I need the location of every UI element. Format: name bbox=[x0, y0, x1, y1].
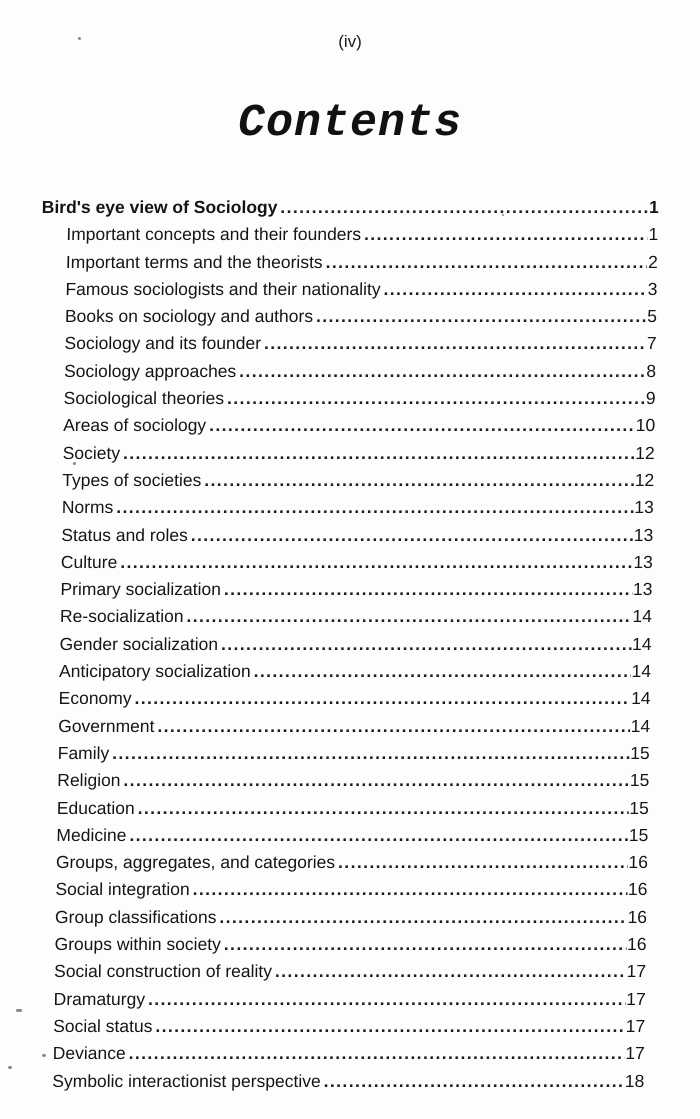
toc-entry bbox=[56, 821, 648, 848]
toc-entry bbox=[54, 931, 646, 958]
toc-leader-dots bbox=[128, 1040, 624, 1067]
toc-entry-page: 14 bbox=[631, 687, 651, 708]
toc-entry bbox=[62, 467, 654, 494]
toc-entry-page: 14 bbox=[632, 606, 653, 627]
toc-entry-page: 13 bbox=[633, 524, 654, 545]
toc-entry-page: 5 bbox=[647, 305, 658, 326]
toc-entry bbox=[66, 221, 658, 248]
toc-entry-page: 17 bbox=[626, 960, 647, 981]
toc-entry-page: 8 bbox=[646, 360, 657, 381]
toc-entry-label: Sociology and its founder bbox=[64, 333, 262, 354]
toc-entry-label: Status and roles bbox=[61, 524, 188, 545]
toc-entry-label: Sociology approaches bbox=[63, 360, 237, 381]
toc-leader-dots bbox=[224, 576, 633, 603]
toc-entry bbox=[57, 740, 649, 767]
toc-entry-label: Re-socialization bbox=[59, 606, 184, 627]
toc-entry bbox=[63, 412, 655, 439]
scan-speck bbox=[8, 1066, 12, 1069]
toc-entry bbox=[58, 712, 650, 739]
toc-entry-label: Economy bbox=[58, 687, 132, 708]
toc-leader-dots bbox=[227, 385, 645, 412]
toc-entry bbox=[55, 903, 647, 930]
toc-entry-page: 1 bbox=[648, 196, 659, 217]
toc-entry-page: 17 bbox=[626, 988, 646, 1009]
toc-entry-page: 16 bbox=[626, 933, 647, 954]
toc-entry-label: Primary socialization bbox=[60, 578, 222, 599]
toc-leader-dots bbox=[155, 1013, 625, 1040]
toc-entry-page: 12 bbox=[635, 442, 655, 463]
toc-entry bbox=[53, 1013, 645, 1040]
toc-entry-page: 18 bbox=[624, 1070, 645, 1091]
toc-entry bbox=[42, 194, 659, 221]
toc-leader-dots bbox=[221, 630, 631, 657]
toc-leader-dots bbox=[364, 221, 648, 248]
toc-entry bbox=[61, 521, 653, 548]
toc-entry-label: Culture bbox=[60, 551, 118, 572]
toc-leader-dots bbox=[186, 603, 631, 630]
toc-leader-dots bbox=[192, 876, 627, 903]
toc-entry-label: Gender socialization bbox=[59, 633, 219, 654]
toc-entry-page: 10 bbox=[635, 415, 656, 436]
toc-entry bbox=[66, 248, 658, 275]
scan-speck bbox=[78, 37, 81, 40]
toc-entry-page: 13 bbox=[633, 551, 654, 572]
table-of-contents bbox=[0, 194, 700, 1095]
toc-entry-label: Deviance bbox=[52, 1042, 126, 1063]
toc-entry bbox=[53, 1040, 645, 1067]
toc-entry-label: Groups within society bbox=[54, 933, 222, 954]
toc-entry-page: 1 bbox=[648, 223, 659, 244]
toc-entry-page: 3 bbox=[647, 278, 658, 299]
toc-leader-dots bbox=[219, 903, 627, 930]
toc-leader-dots bbox=[325, 248, 647, 275]
toc-entry bbox=[63, 385, 655, 412]
toc-entry bbox=[59, 658, 651, 685]
toc-entry-page: 17 bbox=[625, 1015, 646, 1036]
toc-entry-label: Government bbox=[58, 715, 155, 736]
toc-entry-label: Important concepts and their founders bbox=[66, 223, 362, 244]
toc-entry-page: 15 bbox=[629, 797, 649, 818]
toc-leader-dots bbox=[129, 821, 628, 848]
toc-entry bbox=[52, 1067, 644, 1094]
toc-entry-page: 15 bbox=[629, 769, 650, 790]
toc-entry-page: 17 bbox=[625, 1042, 645, 1063]
toc-entry bbox=[57, 794, 649, 821]
toc-leader-dots bbox=[116, 494, 633, 521]
toc-leader-dots bbox=[280, 194, 648, 221]
toc-entry-page: 13 bbox=[632, 578, 653, 599]
toc-entry-label: Anticipatory socialization bbox=[58, 660, 251, 681]
toc-entry-label: Sociological theories bbox=[63, 387, 225, 408]
toc-entry-page: 2 bbox=[647, 251, 659, 272]
toc-leader-dots bbox=[112, 740, 629, 767]
scan-speck bbox=[16, 1009, 22, 1012]
toc-entry-label: Famous sociologists and their nationality bbox=[65, 278, 381, 299]
toc-leader-dots bbox=[137, 794, 628, 821]
toc-leader-dots bbox=[209, 412, 635, 439]
toc-entry bbox=[56, 849, 648, 876]
toc-leader-dots bbox=[338, 849, 628, 876]
toc-entry bbox=[64, 357, 656, 384]
toc-entry-page: 14 bbox=[631, 633, 652, 654]
toc-entry-label: Social construction of reality bbox=[53, 960, 273, 981]
toc-leader-dots bbox=[224, 931, 627, 958]
toc-entry-page: 9 bbox=[645, 387, 656, 408]
toc-leader-dots bbox=[157, 712, 630, 739]
toc-entry-label: Family bbox=[57, 742, 110, 763]
toc-entry-page: 14 bbox=[631, 660, 652, 681]
toc-entry-label: Social status bbox=[53, 1015, 153, 1036]
toc-leader-dots bbox=[239, 357, 646, 384]
toc-entry-page: 12 bbox=[634, 469, 655, 490]
toc-entry bbox=[57, 767, 649, 794]
toc-entry-page: 16 bbox=[627, 906, 648, 927]
toc-leader-dots bbox=[383, 276, 647, 303]
toc-entry-label: Social integration bbox=[55, 879, 190, 900]
toc-entry bbox=[59, 630, 651, 657]
scan-speck bbox=[73, 462, 76, 465]
toc-entry-page: 14 bbox=[630, 715, 651, 736]
toc-leader-dots bbox=[324, 1067, 625, 1094]
toc-entry bbox=[61, 549, 653, 576]
toc-leader-dots bbox=[264, 330, 646, 357]
toc-entry bbox=[53, 985, 645, 1012]
toc-entry-label: Society bbox=[62, 442, 121, 463]
toc-entry-page: 13 bbox=[634, 496, 654, 517]
toc-leader-dots bbox=[275, 958, 626, 985]
toc-leader-dots bbox=[148, 985, 626, 1012]
toc-entry bbox=[62, 439, 654, 466]
toc-entry-page: 15 bbox=[628, 824, 649, 845]
toc-entry-label: Types of societies bbox=[62, 469, 202, 490]
scan-speck bbox=[42, 1054, 46, 1057]
toc-entry-label: Norms bbox=[61, 496, 114, 517]
toc-leader-dots bbox=[204, 467, 634, 494]
toc-entry bbox=[65, 276, 657, 303]
toc-entry bbox=[62, 494, 654, 521]
scan-speck bbox=[502, 214, 504, 216]
toc-leader-dots bbox=[191, 521, 634, 548]
toc-entry bbox=[64, 330, 656, 357]
toc-leader-dots bbox=[134, 685, 630, 712]
contents-title: Contents bbox=[237, 98, 463, 150]
toc-leader-dots bbox=[120, 549, 633, 576]
toc-entry-page: 15 bbox=[630, 742, 650, 763]
toc-entry-page: 16 bbox=[627, 879, 648, 900]
toc-entry bbox=[60, 576, 652, 603]
toc-entry-label: Symbolic interactionist perspective bbox=[52, 1070, 321, 1091]
toc-leader-dots bbox=[123, 439, 635, 466]
toc-entry bbox=[55, 876, 647, 903]
toc-entry bbox=[65, 303, 657, 330]
toc-entry-label: Groups, aggregates, and categories bbox=[55, 851, 336, 872]
toc-entry-page: 7 bbox=[646, 333, 657, 354]
toc-entry-label: Education bbox=[56, 797, 135, 818]
toc-entry-label: Bird's eye view of Sociology bbox=[41, 196, 278, 217]
toc-entry-page: 16 bbox=[628, 851, 649, 872]
roman-page-number: (iv) bbox=[338, 32, 362, 51]
toc-leader-dots bbox=[316, 303, 647, 330]
toc-leader-dots bbox=[123, 767, 629, 794]
toc-entry-label: Areas of sociology bbox=[62, 415, 207, 436]
toc-entry-label: Important terms and the theorists bbox=[65, 251, 323, 272]
toc-entry bbox=[58, 685, 650, 712]
toc-entry-label: Religion bbox=[57, 769, 121, 790]
toc-entry bbox=[60, 603, 652, 630]
toc-entry-label: Books on sociology and authors bbox=[64, 305, 314, 326]
toc-entry-label: Dramaturgy bbox=[53, 988, 146, 1009]
toc-entry-label: Medicine bbox=[56, 824, 127, 845]
toc-entry bbox=[54, 958, 646, 985]
toc-entry-label: Group classifications bbox=[54, 906, 217, 927]
toc-leader-dots bbox=[253, 658, 630, 685]
